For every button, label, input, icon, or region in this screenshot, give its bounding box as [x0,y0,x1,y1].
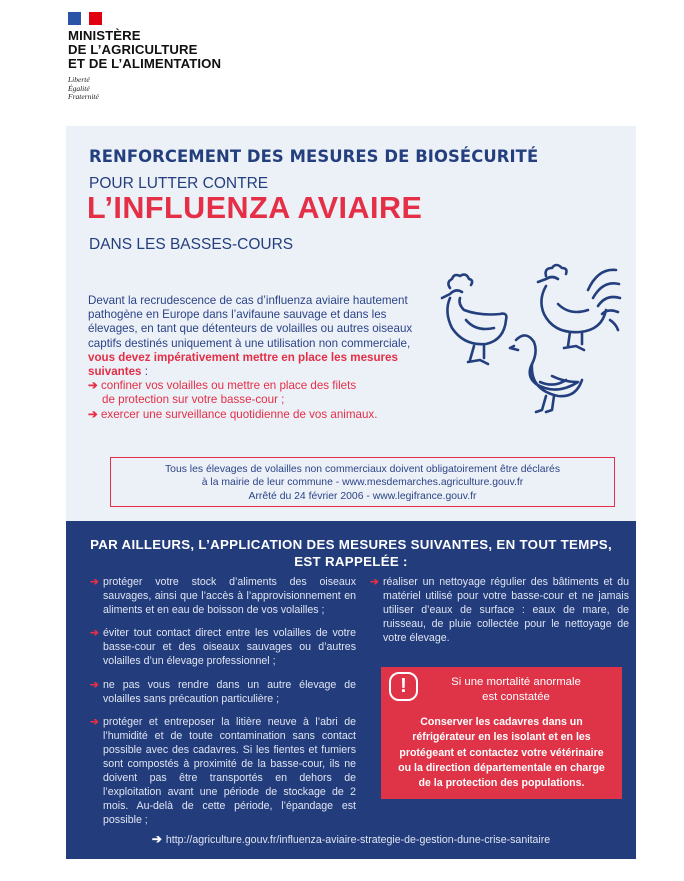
arrow-icon: ➔ [90,715,99,728]
declaration-notice-box [110,457,615,507]
alert-title [421,675,611,704]
headline-subtitle: POUR LUTTER CONTRE [89,175,269,192]
alert-body [385,715,618,791]
alert-body-line: ou la direction départementale en charge [398,761,605,774]
reminder-item-text: réaliser un nettoyage régulier des bâtiments et du matériel utilisé pour votre basse-cour et ne jamais utiliser d’eaux de surface : eaux de mare, de ruisseau, de pluie collectée pour le nettoyage de votre élevage. [383,576,629,645]
ministry-line: ET DE L’ALIMENTATION [68,56,222,71]
reminder-right-column [371,575,629,654]
motto-line: Liberté [68,75,90,84]
arrow-right-icon: ➔ [151,832,162,846]
reminder-item-text: protéger et entreposer la litière neuve à l’abri de l’humidité et de toute contamination sans contact possible avec des cadavres. Si les fientes et fumiers sont compostés à proximité de la basse-cour, ils ne doivent pas être transportés en dehors de l’exploitation avant une période de stockage de 2 mois. Au-delà de cette période, l’épandage est possible ; [103,715,356,827]
poultry-icon [428,258,623,428]
intro-bullet [88,379,433,393]
intro-colon: : [141,365,148,379]
reminder-item-text: protéger votre stock d’aliments des oiseaux sauvages, ainsi que l’accès à l’approvisionnement en aliments et en eau de boisson de vos volailles ; [103,576,356,617]
reminder-title [66,536,636,570]
arrow-icon: ➔ [88,407,98,421]
intro-bullet [88,408,433,422]
intro-bullet-continued [88,393,433,407]
arrow-icon: ➔ [90,627,99,640]
bullet-text: exercer une surveillance quotidienne de vos animaux. [100,407,378,421]
ministry-line: MINISTÈRE [68,28,141,43]
intro-text: Devant la recrudescence de cas d’influenza aviaire hautement pathogène en Europe dans l’avifaune sauvage et dans les élevages, en tant que détenteurs de volailles ou autres oiseaux captifs destinés uniquement à une utilisation non commerciale, [88,294,413,350]
intro-emphasis: vous devez impérativement mettre en place les mesures suivantes [88,350,398,379]
reminder-item-text: ne pas vous rendre dans un autre élevage de volailles sans précaution particulière ; [103,678,356,705]
reminder-title-line: PAR AILLEURS, L’APPLICATION DES MESURES SUIVANTES, EN TOUT TEMPS, [90,537,612,552]
alert-body-line: protégeant et contactez votre vétérinaire [399,746,604,759]
reminder-item [371,575,629,645]
alert-title-line: est constatée [482,690,550,703]
flag-red [89,12,102,25]
reminder-title-line: EST RAPPELÉE : [294,554,408,569]
arrow-icon: ➔ [90,576,99,588]
bullet-text: de protection sur votre basse-cour ; [102,393,285,407]
notice-line[interactable]: Arrêté du 24 février 2006 - www.legifrance.gouv.fr [248,490,477,502]
arrow-icon: ➔ [370,576,379,588]
arrow-icon: ➔ [90,678,99,691]
alert-body-line: de la protection des populations. [418,777,585,790]
alert-body-line: Conserver les cadavres dans un [420,716,583,728]
flag-white [81,12,89,25]
motto-line: Égalité [68,83,90,93]
hen-icon [442,275,506,364]
alert-body-line: réfrigérateur en les isolant et en les [412,731,591,744]
reminder-item [91,626,356,668]
motto-line: Fraternité [68,92,99,102]
reminder-item [91,715,356,828]
reminder-item-text: éviter tout contact direct entre les volailles de votre basse-cour et des oiseaux sauvages ou d’autres volailles d’un élevage professionnel ; [103,627,356,668]
republic-motto [68,76,99,102]
reminder-left-column [91,575,356,837]
bullet-text: confiner vos volailles ou mettre en place des filets [100,379,357,393]
intro-paragraph [88,294,433,422]
headline-biosecurity: RENFORCEMENT DES MESURES DE BIOSÉCURITÉ [89,147,539,166]
notice-line: Tous les élevages de volailles non commerciaux doivent obligatoirement être déclarés [164,464,561,475]
ministry-line: DE L’AGRICULTURE [68,42,198,57]
rooster-icon [538,265,620,350]
arrow-icon: ➔ [88,379,98,393]
mortality-alert-box [381,667,622,799]
exclamation-icon: ! [389,672,418,701]
alert-title-line: Si une mortalité anormale [451,676,581,688]
french-flag-logo [68,12,102,25]
footer-url[interactable]: http://agriculture.gouv.fr/influenza-aviaire-strategie-de-gestion-dune-crise-sanitaire [165,834,551,846]
flag-blue [68,12,81,25]
headline-scope: DANS LES BASSES-COURS [89,236,294,253]
footer-link[interactable] [66,832,636,846]
ministry-name [68,29,221,71]
reminder-item [91,575,356,617]
reminder-item [91,678,356,706]
headline-main: L’INFLUENZA AVIAIRE [87,191,423,225]
notice-line[interactable]: à la mairie de leur commune - www.mesdemarches.agriculture.gouv.fr [201,477,524,489]
